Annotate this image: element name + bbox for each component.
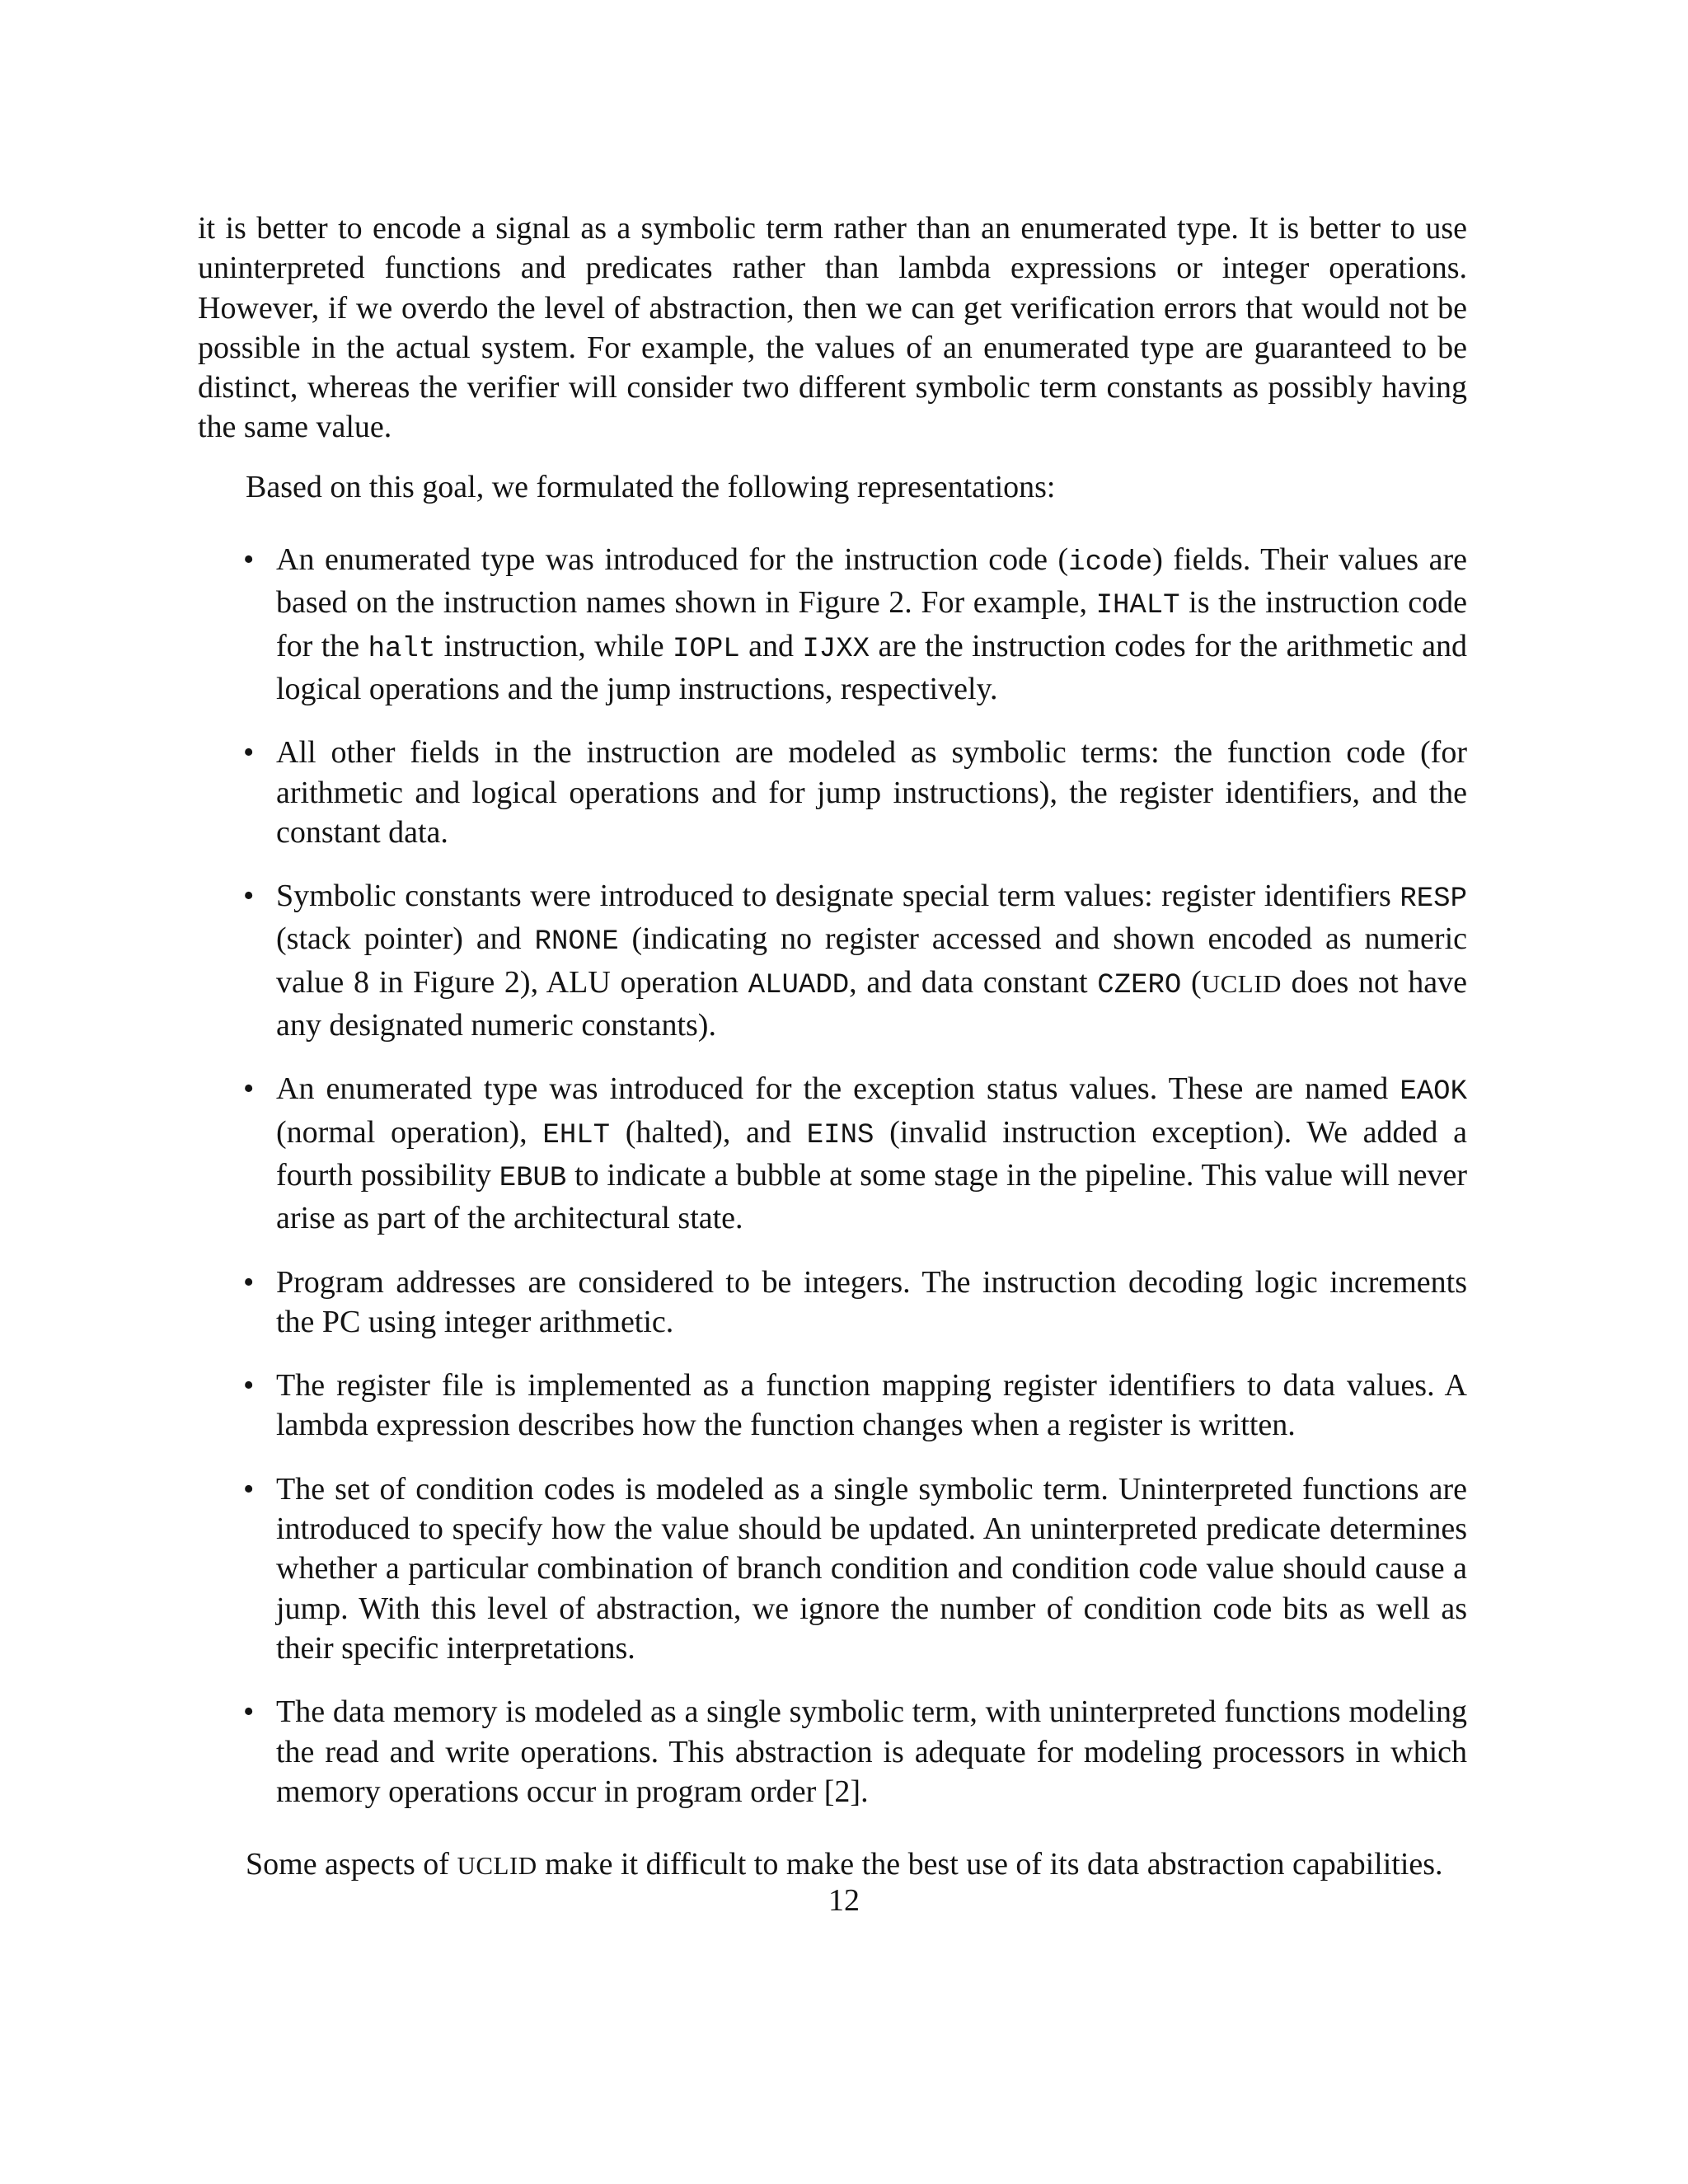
- code-term: EINS: [806, 1119, 874, 1151]
- code-term: ALUADD: [748, 969, 850, 1001]
- text-fragment: (invalid instruction exception). We added a fourth possibility: [276, 1114, 1468, 1193]
- goal-paragraph: Based on this goal, we formulated the following representations:: [246, 469, 1056, 504]
- list-item-condition-codes: • The set of condition codes is modeled as a single symbolic term. Uninterpreted functions are introduced to specify how the value should be updated. An uninterpreted predicate determines whether a particular combination of branch condition and condition code value should cause a jump. With this level of abstraction, we ignore the number of condition code bits as well as their specific interpretations.: [198, 1469, 1467, 1668]
- code-term: IHALT: [1095, 590, 1180, 622]
- page-number: 12: [828, 1883, 860, 1918]
- list-item-data-memory: • The data memory is modeled as a single symbolic term, with uninterpreted functions modeling the read and write operations. This abstraction is adequate for modeling processors in which memory operations occur in program order [2].: [198, 1692, 1467, 1811]
- small-caps-term: UCLID: [457, 1851, 537, 1881]
- text-fragment: ) fields. Their values are based on the instruction names shown in Figure 2. For example,: [276, 542, 1467, 621]
- code-term: EBUB: [499, 1162, 567, 1194]
- intro-paragraph: it is better to encode a signal as a symbolic term rather than an enumerated type. It is better to use uninterpreted functions and predicates rather than lambda expressions or integer operations. However, if we overdo the level of abstraction, then we can get verification errors that would not be possible in the actual system. For example, the values of an enumerated type are guaranteed to be distinct, whereas the verifier will consider two different symbolic term constants as possibly having the same value.: [198, 211, 1467, 445]
- text-fragment: Some aspects of: [246, 1847, 457, 1882]
- text-fragment: An enumerated type was introduced for the instruction code (: [276, 542, 1069, 578]
- text-fragment: Symbolic constants were introduced to designate special term values: register identifiers: [276, 879, 1400, 914]
- text-fragment: An enumerated type was introduced for the exception status values. These are named: [276, 1071, 1400, 1107]
- representations-list: [198, 540, 1467, 1811]
- list-item-icode: [198, 540, 1467, 709]
- text-fragment: and: [739, 628, 803, 663]
- code-term: CZERO: [1097, 969, 1182, 1001]
- closing-paragraph: [198, 1844, 1467, 1886]
- text-fragment: (: [1181, 964, 1202, 1000]
- code-term: IOPL: [673, 633, 740, 665]
- text-fragment: (indicating no register accessed and shown encoded as numeric value 8 in Figure 2), ALU operation: [276, 921, 1467, 1000]
- text-fragment: does not have any designated numeric constants).: [276, 964, 1468, 1043]
- document-body: [198, 209, 1467, 1886]
- list-item-program-addresses: • Program addresses are considered to be integers. The instruction decoding logic increments the PC using integer arithmetic.: [198, 1263, 1467, 1343]
- code-term: EAOK: [1400, 1076, 1467, 1108]
- list-item-exception-status: [198, 1069, 1467, 1238]
- code-term: icode: [1068, 547, 1153, 579]
- code-term: EHLT: [542, 1119, 611, 1151]
- text-fragment: are the instruction codes for the arithmetic and logical operations and the jump instructions, respectively.: [276, 628, 1468, 706]
- text-fragment: (normal operation),: [276, 1114, 543, 1150]
- code-term: RNONE: [534, 926, 619, 958]
- list-item-symbolic-terms: • All other fields in the instruction are modeled as symbolic terms: the function code (for arithmetic and logical operations and for jump instructions), the register identifiers, and the constant data.: [198, 733, 1467, 852]
- code-term: RESP: [1400, 883, 1467, 916]
- list-item-register-file: • The register file is implemented as a function mapping register identifiers to data values. A lambda expression describes how the function changes when a register is written.: [198, 1366, 1467, 1446]
- text-fragment: instruction, while: [435, 628, 673, 663]
- text-fragment: make it difficult to make the best use of its data abstraction capabilities.: [537, 1847, 1443, 1882]
- small-caps-term: UCLID: [1201, 968, 1282, 998]
- text-fragment: is the instruction code for the: [276, 585, 1467, 663]
- text-fragment: (stack pointer) and: [276, 921, 535, 957]
- text-fragment: (halted), and: [610, 1114, 807, 1150]
- list-item-symbolic-constants: [198, 876, 1467, 1045]
- code-term: IJXX: [802, 633, 870, 665]
- code-term: halt: [368, 633, 436, 665]
- text-fragment: to indicate a bubble at some stage in the pipeline. This value will never arise as part of the architectural state.: [276, 1157, 1467, 1236]
- text-fragment: , and data constant: [849, 964, 1098, 1000]
